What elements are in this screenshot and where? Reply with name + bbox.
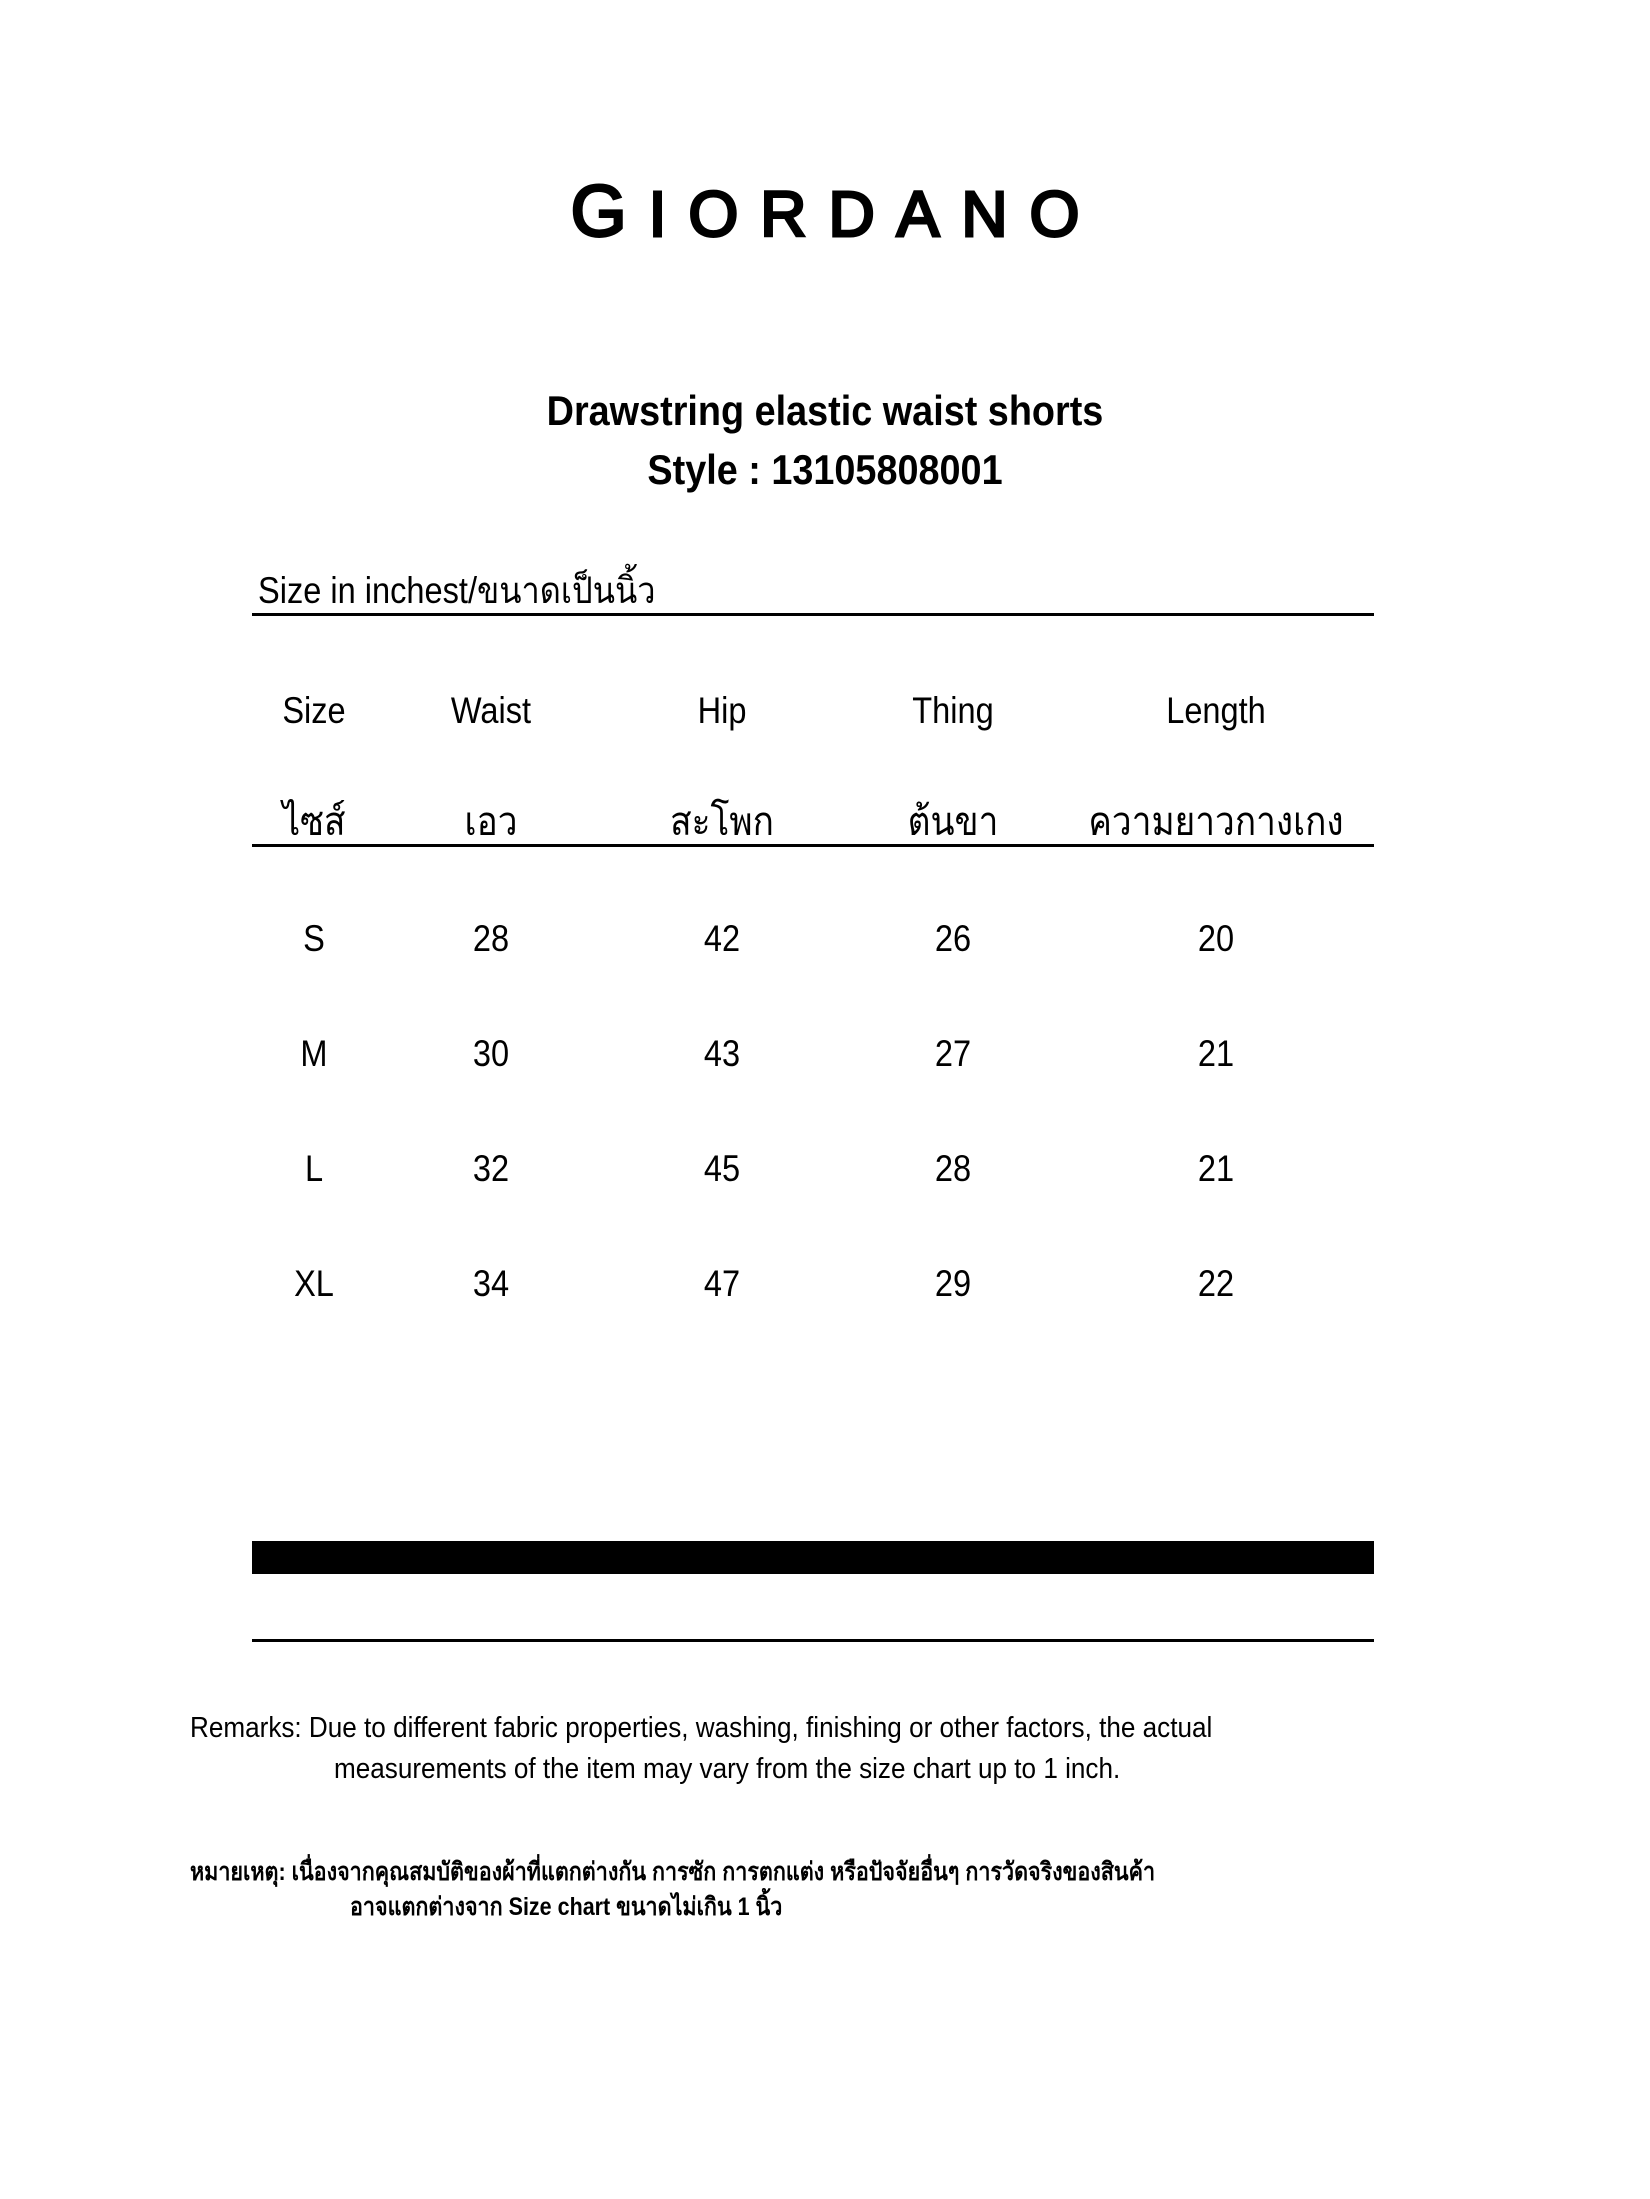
column-header-size-thai: ไซส์ xyxy=(282,800,346,844)
waist-cell: 30 xyxy=(472,1033,510,1074)
length-cell: 20 xyxy=(1197,918,1235,959)
column-header-length: Length xyxy=(1166,690,1266,731)
size-unit-label: Size in inchest/ขนาดเป็นนิ้ว xyxy=(258,570,656,611)
hip-cell: 45 xyxy=(703,1148,741,1189)
remarks-english-line-1: Remarks: Due to different fabric properties, washing, finishing or other factors, the actual xyxy=(190,1712,1213,1744)
header-divider xyxy=(252,844,1374,847)
length-cell: 21 xyxy=(1197,1033,1235,1074)
hip-cell: 42 xyxy=(703,918,741,959)
waist-cell: 34 xyxy=(472,1263,510,1304)
product-style-number: Style : 13105808001 xyxy=(647,446,1003,493)
hip-cell: 43 xyxy=(703,1033,741,1074)
column-header-length-thai: ความยาวกางเกง xyxy=(1088,800,1344,844)
hip-cell: 47 xyxy=(703,1263,741,1304)
remarks-thai-line-1: หมายเหตุ: เนื่องจากคุณสมบัติของผ้าที่แตกต่างกัน การซัก การตกแต่ง หรือปัจจัยอื่นๆ การวัดจริงของสินค้า xyxy=(190,1858,1156,1886)
column-header-size: Size xyxy=(282,690,346,731)
brand-logo-text: GIORDANO xyxy=(570,172,1102,252)
thigh-cell: 29 xyxy=(934,1263,972,1304)
column-header-waist-thai: เอว xyxy=(464,800,518,844)
waist-cell: 28 xyxy=(472,918,510,959)
thick-divider xyxy=(252,1541,1374,1574)
waist-cell: 32 xyxy=(472,1148,510,1189)
bottom-divider xyxy=(252,1639,1374,1642)
product-title: Drawstring elastic waist shorts xyxy=(546,387,1104,434)
column-header-hip-thai: สะโพก xyxy=(670,800,774,844)
brand-logo xyxy=(0,172,1650,252)
column-header-hip: Hip xyxy=(697,690,747,731)
size-cell: M xyxy=(300,1033,328,1074)
column-header-thigh: Thing xyxy=(912,690,994,731)
remarks-thai-line-2: อาจแตกต่างจาก Size chart ขนาดไม่เกิน 1 นิ้ว xyxy=(350,1893,783,1921)
thigh-cell: 26 xyxy=(934,918,972,959)
length-cell: 21 xyxy=(1197,1148,1235,1189)
size-cell: L xyxy=(304,1148,324,1189)
length-cell: 22 xyxy=(1197,1263,1235,1304)
size-cell: XL xyxy=(294,1263,334,1304)
thigh-cell: 28 xyxy=(934,1148,972,1189)
column-header-waist: Waist xyxy=(450,690,532,731)
unit-label-divider xyxy=(252,613,1374,616)
remarks-english-line-2: measurements of the item may vary from the size chart up to 1 inch. xyxy=(334,1753,1121,1785)
thigh-cell: 27 xyxy=(934,1033,972,1074)
column-header-thigh-thai: ต้นขา xyxy=(907,800,999,844)
size-cell: S xyxy=(303,918,325,959)
